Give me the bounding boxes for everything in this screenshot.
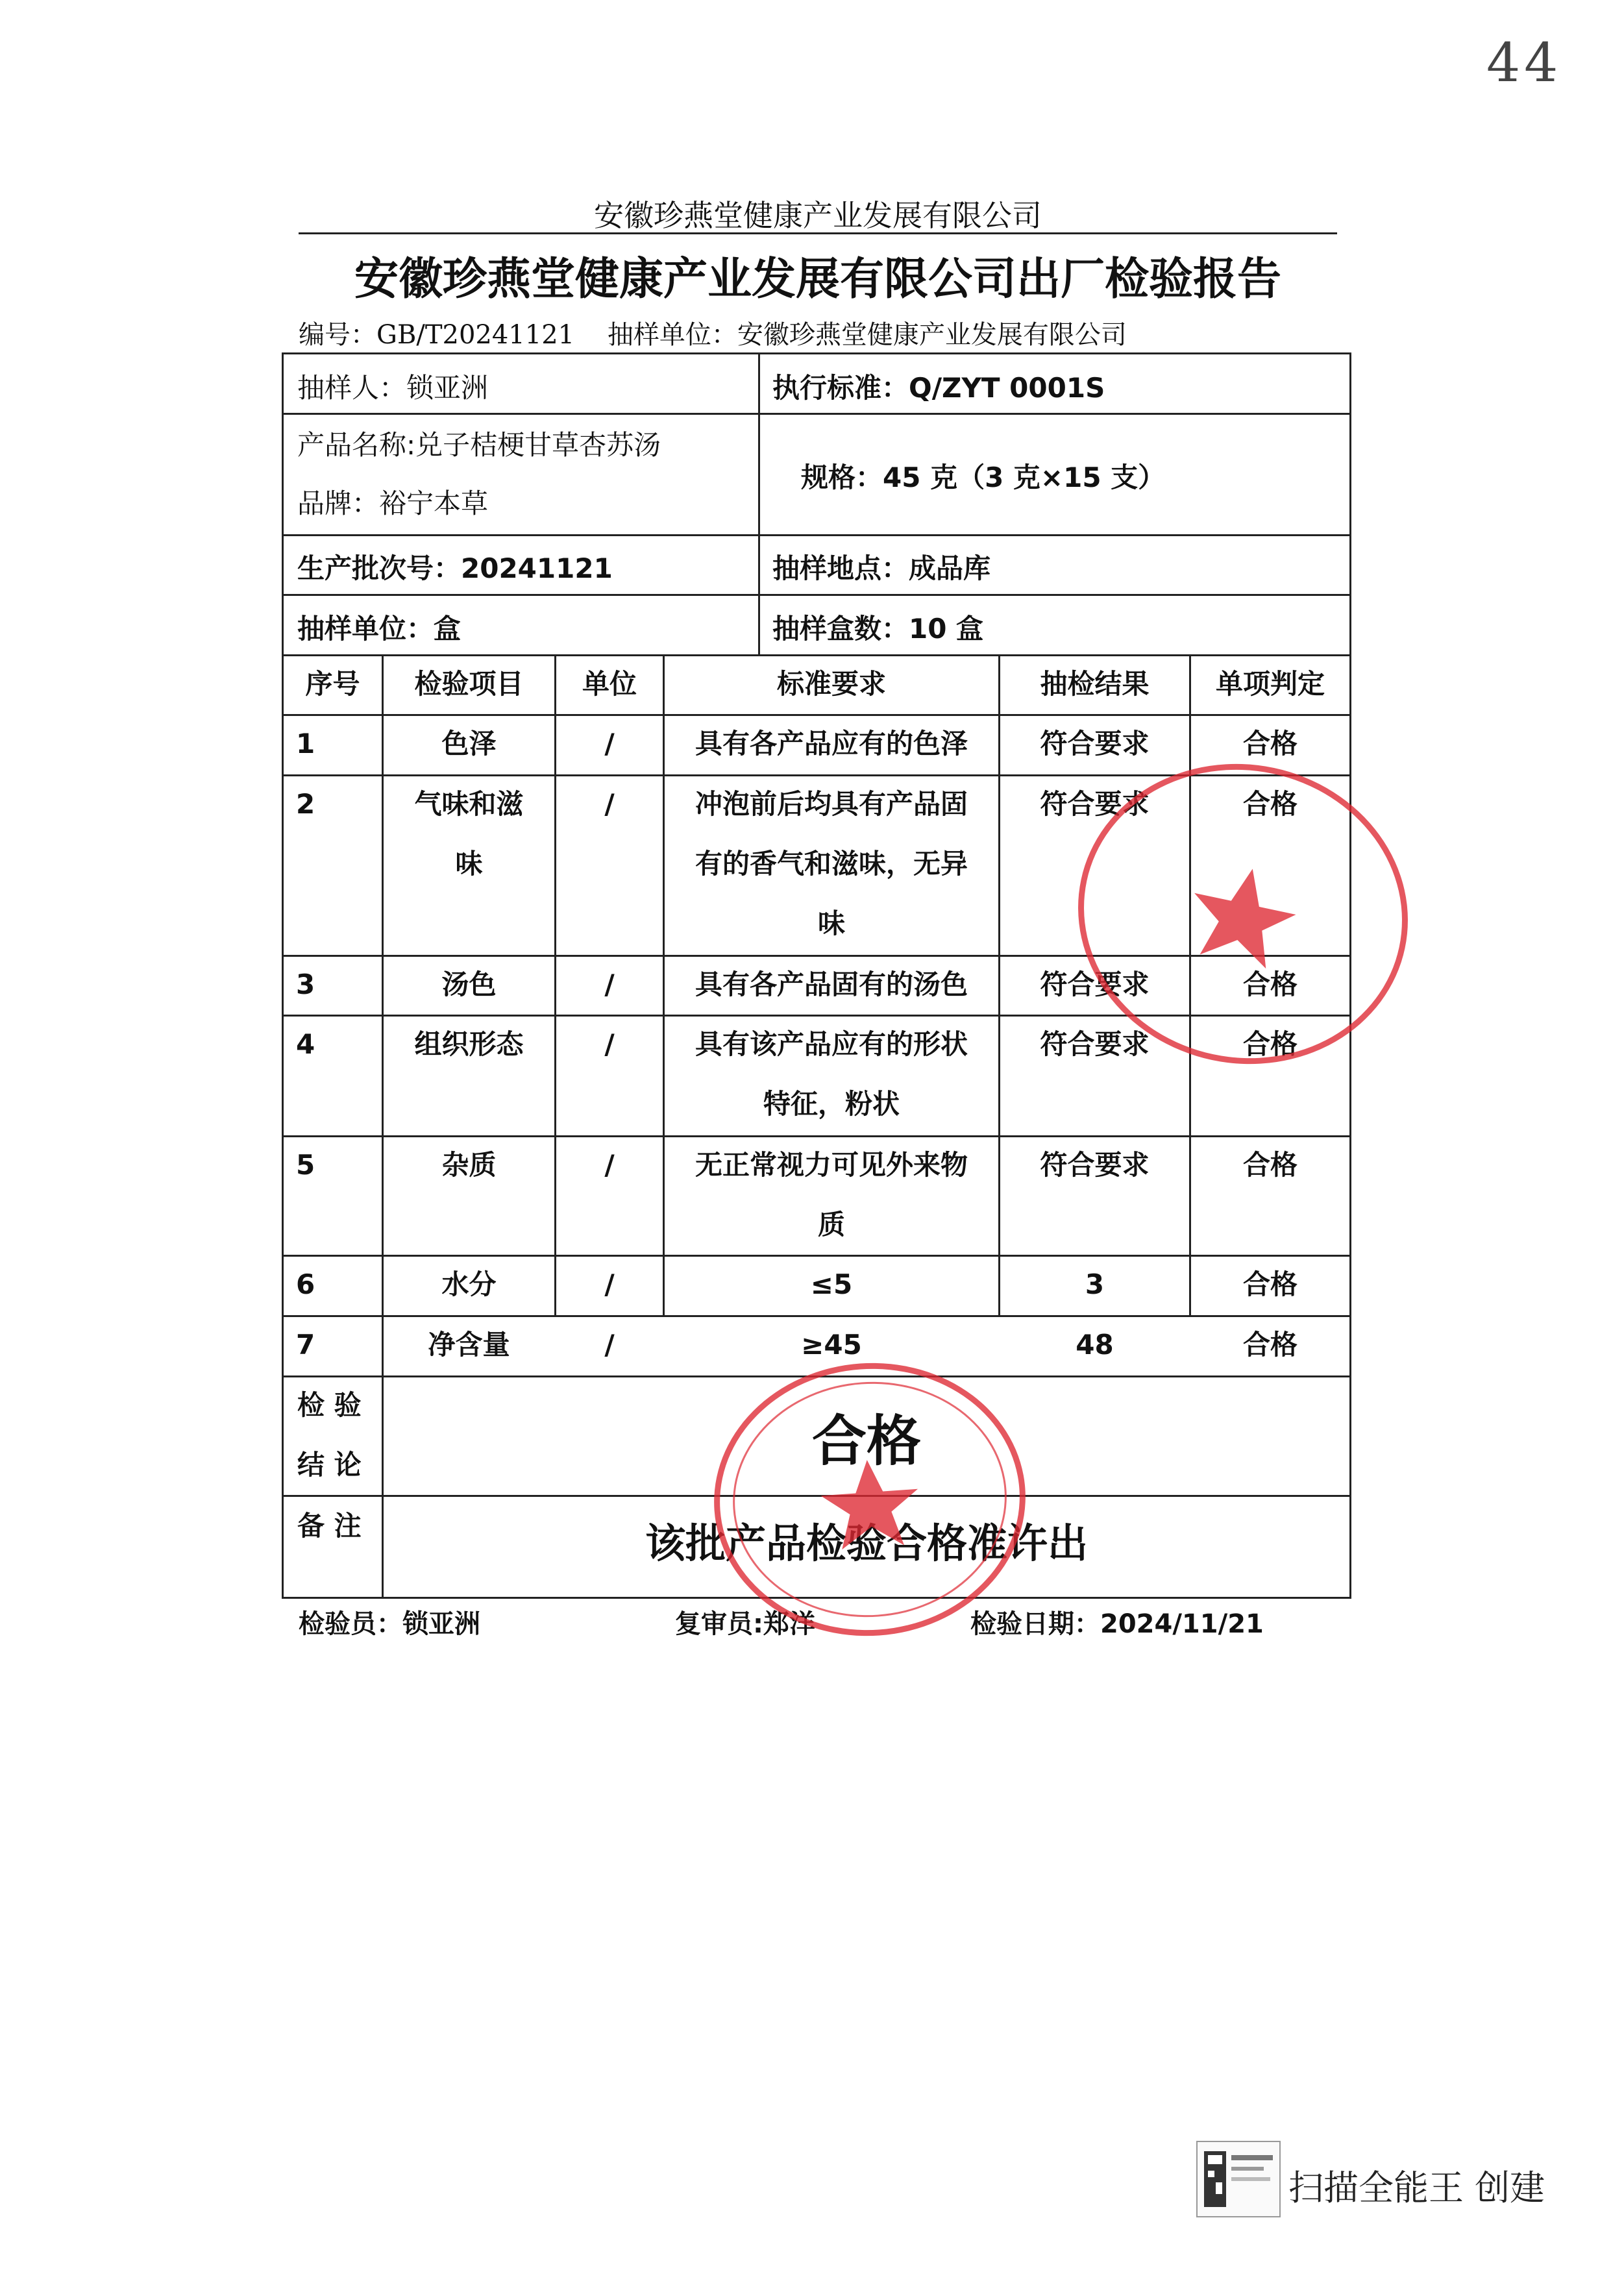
row-verdict: 合格: [1242, 728, 1298, 759]
row-unit: /: [604, 968, 615, 1000]
qr-code-icon: [1196, 2141, 1281, 2217]
remarks-value: 该批产品检验合格准许出: [645, 1520, 1088, 1567]
row-result: 符合要求: [1040, 788, 1150, 820]
execution-standard: 执行标准：Q/ZYT 0001S: [772, 372, 1105, 404]
row-requirement: 质: [817, 1209, 845, 1240]
qr-pattern-icon: [1198, 2142, 1279, 2216]
row-result: 48: [1076, 1329, 1114, 1361]
row-verdict: 合格: [1242, 1149, 1298, 1181]
row-no: 5: [296, 1149, 315, 1181]
rule: [282, 594, 1351, 596]
table-border-top: [282, 352, 1351, 354]
row-unit: /: [604, 1268, 615, 1300]
row-result: 符合要求: [1040, 1028, 1150, 1060]
row-result: 符合要求: [1040, 728, 1150, 759]
brand: 品牌：裕宁本草: [297, 487, 489, 519]
row-verdict: 合格: [1242, 1329, 1298, 1361]
row-result: 符合要求: [1040, 968, 1150, 1000]
row-unit: /: [604, 788, 615, 820]
meta-line: [299, 314, 1151, 351]
row-requirement: 具有各产品应有的色泽: [695, 728, 968, 759]
row-result: 3: [1085, 1268, 1105, 1300]
header-verdict: 单项判定: [1215, 668, 1325, 700]
conclusion-label-1: 检 验: [297, 1389, 362, 1421]
seal-company: [705, 1353, 1035, 1646]
conclusion-label-2: 结 论: [297, 1449, 362, 1481]
row-unit: /: [604, 1028, 615, 1060]
batch-number: 生产批次号：20241121: [297, 552, 613, 584]
row-no: 7: [296, 1329, 315, 1361]
header-result: 抽检结果: [1040, 668, 1150, 700]
letterhead: 安徽珍燕堂健康产业发展有限公司: [594, 198, 1042, 233]
row-no: 1: [296, 728, 315, 759]
row-requirement: 具有各产品固有的汤色: [695, 968, 968, 1000]
product-name: 产品名称:兑子桔梗甘草杏苏汤: [297, 429, 661, 461]
handwritten-page-number: 44: [1486, 32, 1562, 94]
rule: [282, 413, 1351, 415]
box-count: 抽样盒数：10 盒: [772, 613, 984, 645]
header-unit: 单位: [582, 668, 637, 700]
row-result: 符合要求: [1040, 1149, 1150, 1181]
row-item: 色泽: [441, 728, 497, 759]
row-verdict: 合格: [1242, 788, 1298, 820]
scanner-watermark: 扫描全能王 创建: [1288, 2167, 1545, 2208]
row-requirement: 冲泡前后均具有产品固: [695, 788, 968, 820]
rule: [282, 534, 1351, 536]
row-verdict: 合格: [1242, 1268, 1298, 1300]
sampling-unit: 抽样单位：盒: [297, 613, 461, 645]
row-requirement: 味: [817, 907, 845, 939]
footer-date: 检验日期：2024/11/21: [970, 1609, 1264, 1639]
row-verdict: 合格: [1242, 1028, 1298, 1060]
row-verdict: 合格: [1242, 968, 1298, 1000]
row-requirement: 特征，粉状: [763, 1088, 900, 1120]
row-item: 气味和滋: [414, 788, 524, 820]
specification: 规格：45 克（3 克×15 支）: [801, 462, 1166, 493]
row-unit: /: [604, 1329, 615, 1361]
row-item: 味: [455, 848, 483, 880]
row-requirement: 具有该产品应有的形状: [695, 1028, 968, 1060]
row-no: 4: [296, 1028, 315, 1060]
row-item: 水分: [441, 1268, 497, 1300]
row-unit: /: [604, 1149, 615, 1181]
header-item: 检验项目: [414, 668, 524, 700]
table-border-left: [282, 352, 284, 1599]
sampling-location: 抽样地点：成品库: [772, 552, 991, 584]
footer-reviewer: 复审员:郑洋: [675, 1609, 815, 1639]
sampling-company: 抽样单位：安徽珍燕堂健康产业发展有限公司: [607, 320, 1127, 350]
remarks-label: 备 注: [297, 1510, 362, 1542]
report-title: 安徽珍燕堂健康产业发展有限公司出厂检验报告: [354, 254, 1281, 305]
row-requirement: 有的香气和滋味，无异: [695, 848, 968, 880]
row-item: 汤色: [441, 968, 497, 1000]
letterhead-rule: [299, 232, 1337, 234]
sampler: 抽样人：锁亚洲: [297, 372, 489, 404]
row-item: 杂质: [441, 1149, 497, 1181]
conclusion-value: 合格: [811, 1409, 921, 1473]
row-requirement: 无正常视力可见外来物: [695, 1149, 968, 1181]
row-requirement: ≥45: [801, 1329, 862, 1361]
header-requirement: 标准要求: [776, 668, 886, 700]
report-number: 编号：GB/T20241121: [299, 320, 575, 350]
row-item: 组织形态: [414, 1028, 524, 1060]
row-requirement: ≤5: [810, 1268, 853, 1300]
row-no: 2: [296, 788, 315, 820]
row-item: 净含量: [428, 1329, 510, 1361]
row-no: 3: [296, 968, 315, 1000]
row-unit: /: [604, 728, 615, 759]
footer-inspector: 检验员：锁亚洲: [299, 1609, 480, 1639]
info-divider: [758, 352, 760, 654]
row-no: 6: [296, 1268, 315, 1300]
header-no: 序号: [305, 668, 360, 700]
